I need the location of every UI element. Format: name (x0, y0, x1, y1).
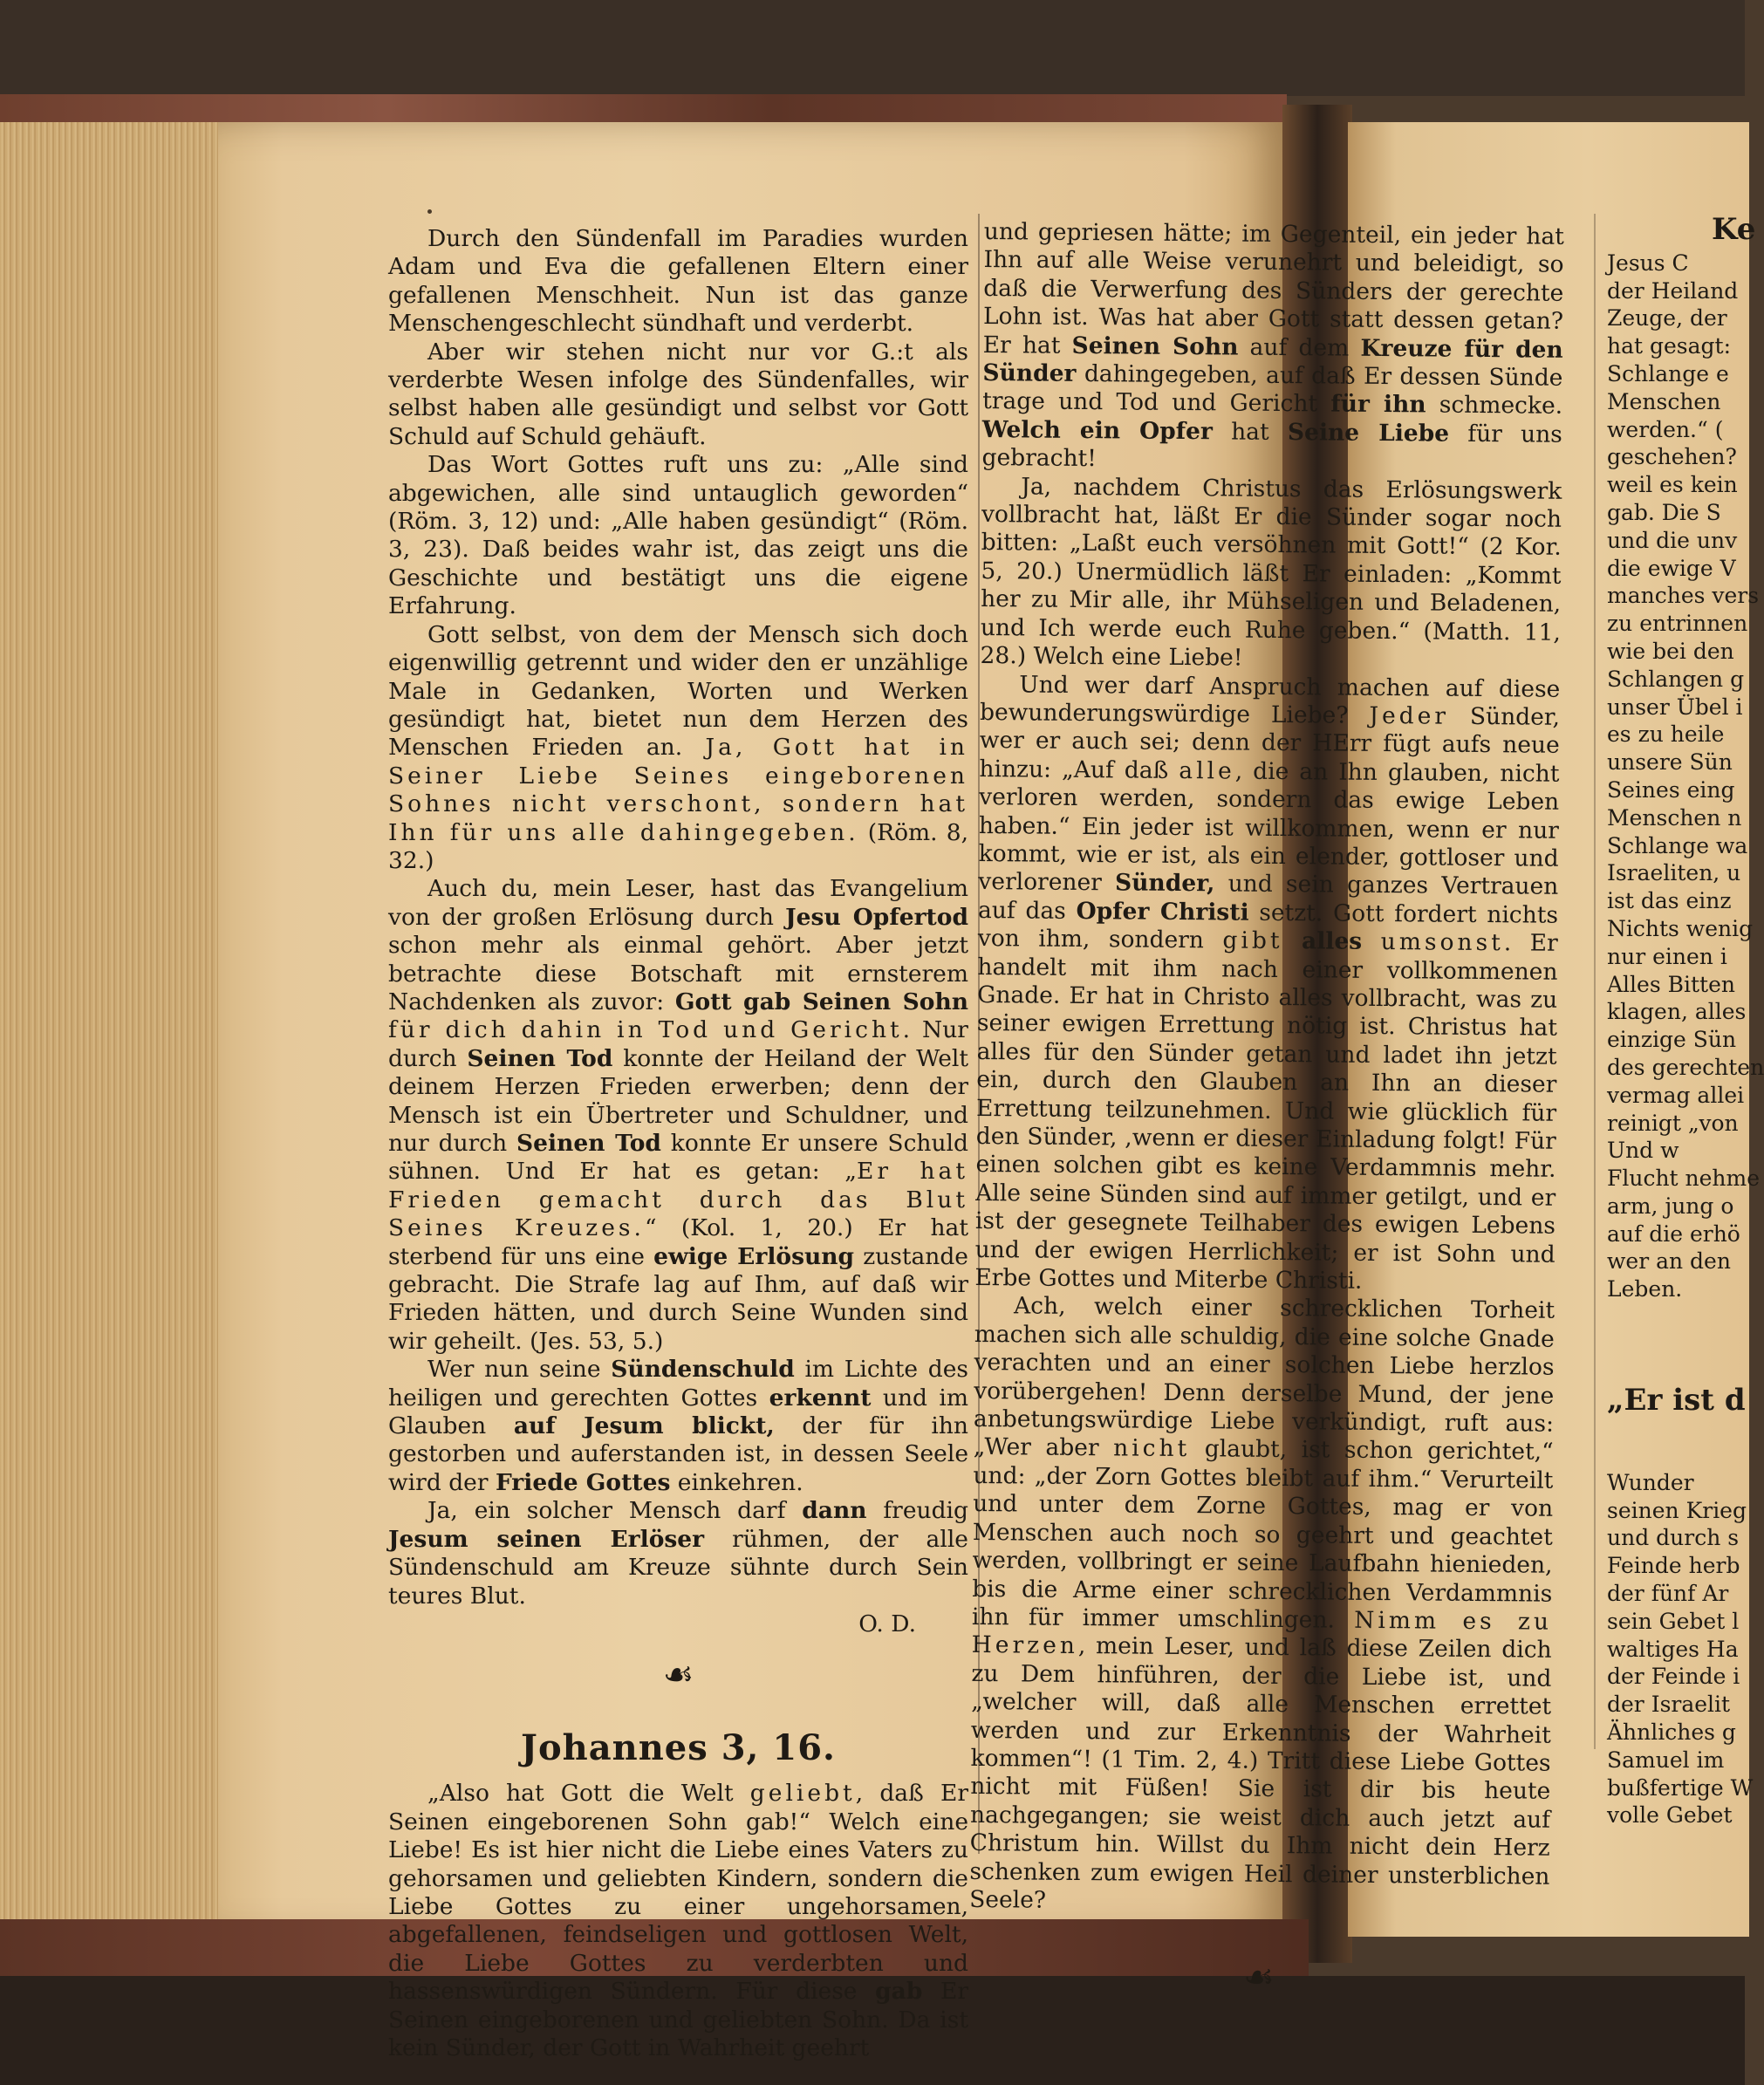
text-run: schon mehr als einmal gehört. Aber jetzt betrachte diese Botschaft mit ernsterem Nachdenken als zuvor: (388, 932, 968, 1015)
column-rule-right (1594, 214, 1596, 1749)
text-run: im Lichte des heiligen und gerechten Gottes (388, 1356, 969, 1412)
cut-off-heading: Ke (1712, 212, 1756, 247)
spaced-emphasis: gibt (1222, 926, 1283, 955)
text-run: Und wer darf Anspruch machen auf diese bewunderungswürdige Liebe? (979, 670, 1561, 729)
cut-off-heading-2: „Er ist d (1607, 1383, 1746, 1418)
text-line: Schlange wa (1607, 832, 1748, 858)
text-run: konnte der Heiland der Welt deinem Herzen Frieden erwerben; denn der Mensch ist ein Übertreter und Schuldner, und nur durch (388, 1044, 969, 1157)
left-column (388, 225, 968, 2062)
text-line: Samuel im (1607, 1747, 1725, 1773)
text-line: die ewige V (1607, 555, 1736, 581)
bold-emphasis: Jesum seinen Erlöser (388, 1525, 705, 1553)
text-line: Schlangen g (1607, 666, 1745, 692)
text-line: einzige Sün (1607, 1027, 1737, 1053)
text-run: rühmen, der alle Sündenschuld am Kreuze sühnte durch Sein teures Blut. (388, 1525, 968, 1610)
text-run: der für ihn gestorben und auferstanden ist, in dessen Seele wird der (388, 1412, 968, 1496)
text-line: Ähnliches g (1607, 1719, 1736, 1746)
spaced-emphasis: umsonst (1380, 928, 1504, 957)
text-line: Menschen (1607, 388, 1721, 414)
text-line: wer an den (1607, 1248, 1731, 1275)
bold-emphasis: Seinen Sohn (1071, 332, 1239, 361)
bold-emphasis: Welch ein Opfer (981, 415, 1214, 446)
text-line: klagen, alles (1607, 999, 1747, 1025)
page-stack-edge (0, 122, 227, 1937)
text-line: des gerechten (1607, 1054, 1764, 1080)
text-run: . Er handelt mit ihm nach einer vollkommenen Gnade. Er hat in Christo alles vollbracht, was zu seiner ewigen Errettung nötig ist. Christus hat alles für den Sünder getan und ladet ihn jetzt ein, durch den Glauben an Ihn an dieser Errettung teilzunehmen. Und wie glücklich für den Sünder, ,wenn er dieser Einladung folgt! Für einen solchen gibt es keine Verdammnis mehr. Alle seine Sünden sind auf immer getilgt, und er ist der gesegnete Teilhaber des ewigen Lebens und der ewigen Herrlichkeit; er ist Sohn und Erbe Gottes und Miterbe Christi. (974, 929, 1558, 1295)
fleuron-ornament: ☙ (1242, 1958, 1275, 1999)
paragraph-6 (388, 1356, 968, 1497)
text-line: der fünf Ar (1607, 1581, 1729, 1607)
line-list (1607, 250, 1764, 1303)
text-run: für uns gebracht! (981, 420, 1562, 473)
ink-speck (427, 209, 432, 214)
text-line: sein Gebet l (1607, 1608, 1740, 1634)
text-run: Ja, ein solcher Mensch darf (427, 1497, 803, 1525)
text-line: der Feinde i (1607, 1664, 1740, 1690)
text-run: Ach, welch einer schrecklichen Torheit machen sich alle schuldig, die eine solche Gnade verachten und an einer solchen Liebe herzlos vorübergehen! Denn derselbe Mund, der jene anbetungswürdige Liebe verkündigt, ruft aus: „Wer aber (973, 1292, 1555, 1462)
bold-emphasis: Opfer Christi (1076, 897, 1249, 926)
text-line: Seines eing (1607, 776, 1735, 803)
spaced-emphasis: für dich dahin in Tod und Gericht. (388, 1016, 914, 1044)
text-run: setzt. Gott fordert nichts von ihm, sondern (977, 899, 1559, 954)
paragraph-8 (388, 1780, 968, 2062)
text-line: geschehen? (1607, 444, 1737, 470)
text-line: werden.“ ( (1607, 416, 1724, 442)
text-line: Und w (1607, 1138, 1679, 1164)
bold-emphasis: ewige Erlösung (653, 1242, 855, 1270)
text-line: bußfertige W (1607, 1774, 1754, 1801)
text-run: glaubt, ist schon gerichtet,“ und: „der Zorn Gottes bleibt auf ihm.“ Verurteilt und unter dem Zorne Gottes, mag er von Menschen auch noch so geehrt und geachtet werden, vollbringt er seine Laufbahn hienieden, bis die Arme einer schrecklichen Verdammnis ihn für immer umschlingen. (971, 1435, 1554, 1634)
text-line: Schlange e (1607, 360, 1729, 386)
text-line: Menschen n (1607, 804, 1742, 831)
text-run: dahingegeben, auf daß Er dessen Sünde trage und Tod und Gericht (982, 359, 1563, 418)
text-line: ist das einz (1607, 888, 1732, 914)
bold-emphasis: Friede Gottes (495, 1468, 671, 1496)
bold-emphasis: Sündenschuld (611, 1356, 795, 1384)
bold-emphasis: erkennt (769, 1384, 872, 1412)
paragraph-4 (969, 1292, 1555, 1919)
spaced-emphasis: Nimm es zu Herzen (971, 1606, 1553, 1660)
background-top (0, 0, 1745, 96)
text-line: und die unv (1607, 527, 1738, 553)
text-line: Flucht nehme (1607, 1166, 1761, 1192)
text-run: „Also hat Gott die Welt (427, 1780, 750, 1808)
text-line: und durch s (1607, 1525, 1740, 1551)
text-line: vermag allei (1607, 1082, 1745, 1108)
line-list-2 (1607, 1469, 1764, 1829)
text-line: Leben. (1607, 1276, 1683, 1302)
text-line: weil es kein (1607, 472, 1738, 498)
text-line: wie bei den (1607, 638, 1734, 664)
bold-emphasis: Seinen Tod (467, 1044, 613, 1072)
bold-emphasis: alles (1301, 927, 1363, 955)
bold-emphasis: Seine Liebe (1287, 418, 1450, 448)
text-line: manches vers (1607, 583, 1760, 609)
text-run: und gepriesen hätte; im Gegenteil, ein jeder hat Ihn auf alle Weise verunehrt und beleidigt, so daß die Verwerfung des Sünders der gerechte Lohn ist. Was hat aber Gott statt dessen getan? Er hat (982, 218, 1564, 359)
paragraph-2: Ja, nachdem Christus das Erlösungswerk vollbracht hat, läßt Er die Sünder sogar noch bitten: „Laßt euch versöhnen mit Gott!“ (2 Kor. 5, 20.) Unermüdlich läßt Er einladen: „Kommt her zu Mir alle, ihr Mühseligen und Beladenen, und Ich werde euch Ruhe geben.“ (Matth. 11, 28.) Welch eine Liebe! (980, 473, 1562, 672)
spaced-emphasis: geliebt (749, 1780, 856, 1808)
text-run: , mein Leser, und laß diese Zeilen dich zu Dem hinführen, der die Liebe ist, und „welcher will, daß alle Menschen errettet werden und zur Erkenntnis der Wahrheit kommen“! (1 Tim. 2, 4.) Tritt diese Liebe Gottes nicht mit Füßen! Sie ist dir bis heute nachgegangen; sie weist dich auch jetzt auf Christum hin. Willst du Ihm nicht dein Herz schenken zum ewigen Heil deiner unsterblichen Seele? (969, 1632, 1552, 1914)
paragraph-1 (981, 218, 1564, 477)
text-run: Gott selbst, von dem der Mensch sich doch eigenwillig getrennt und wider den er unzählige Male in Gedanken, Worten und Werken gesündigt hat, bietet nun dem Herzen des Menschen Frieden an. (388, 620, 968, 762)
text-run: hat (1212, 418, 1289, 446)
author-signature: O. D. (858, 1610, 916, 1637)
text-line: Alles Bitten (1607, 971, 1735, 997)
bold-emphasis: Jesu Opfertod (785, 903, 968, 931)
text-line: Wunder (1607, 1469, 1694, 1495)
text-line: volle Gebet (1607, 1802, 1733, 1829)
paragraph-3 (974, 670, 1560, 1297)
paragraph-7 (388, 1497, 968, 1610)
text-line: waltiges Ha (1607, 1636, 1739, 1662)
bold-emphasis: Sünder, (1114, 869, 1215, 898)
bold-emphasis: für ihn (1330, 390, 1426, 419)
text-line: Israeliten, u (1607, 860, 1741, 886)
text-run: Wer nun seine (427, 1356, 612, 1384)
text-line: Feinde herb (1607, 1553, 1740, 1579)
text-run: Er Seinen eingeborenen und geliebten Sohn. Da ist kein Sünder, der Gott in Wahrheit geehrt (388, 1978, 969, 2061)
text-line: unser Übel i (1607, 694, 1743, 720)
text-run: , die an Ihn glauben, nicht verloren werden, sondern das ewige Leben haben.“ Ein jeder ist willkommen, wenn er nur kommt, wie er ist, als ein elender, gottloser und verlorener (978, 757, 1560, 897)
text-line: seinen Krieg (1607, 1497, 1747, 1523)
text-line: hat gesagt: (1607, 333, 1732, 359)
bold-emphasis: Kreuze für den Sünder (982, 334, 1563, 387)
text-run: Nur durch (388, 1016, 968, 1072)
text-run: zustande gebracht. Die Strafe lag auf Ihm, auf daß wir Frieden hätten, und durch Seine Wunden sind wir geheilt. (Jes. 53, 5.) (388, 1242, 968, 1355)
text-run: “ (Kol. 1, 20.) Er hat sterbend für uns eine (388, 1214, 968, 1270)
spaced-emphasis: Jeder (1369, 701, 1450, 730)
text-run: konnte Er unsere Schuld sühnen. Und Er hat es getan: „ (388, 1130, 968, 1186)
paragraph-2: Aber wir stehen nicht nur vor G.:t als verderbte Wesen infolge des Sündenfalles, wir selbst haben alle gesündigt und selbst vor Gott Schuld auf Schuld gehäuft. (388, 338, 968, 450)
text-line: der Heiland (1607, 277, 1739, 304)
paragraph-4 (388, 621, 968, 876)
spaced-emphasis: nicht (1113, 1434, 1191, 1463)
spaced-emphasis: alle (1179, 756, 1235, 785)
bold-emphasis: Gott gab Seinen Sohn (674, 988, 968, 1015)
paragraph-1: Durch den Sündenfall im Paradies wurden Adam und Eva die gefallenen Eltern einer gefallenen Menschheit. Nun ist das ganze Menschengeschlecht sündhaft und verderbt. (388, 225, 968, 338)
text-line: unsere Sün (1607, 749, 1733, 776)
text-line: reinigt „von (1607, 1110, 1739, 1136)
paragraph-3: Das Wort Gottes ruft uns zu: „Alle sind abgewichen, alle sind untauglich geworden“ (Röm. 3, 12) und: „Alle haben gesündigt“ (Röm. 3, 23). Daß beides wahr ist, das zeigt uns die Geschichte und bestätigt uns die eigene Erfahrung. (388, 451, 968, 620)
text-line: auf die erhö (1607, 1220, 1740, 1247)
text-line: arm, jung o (1607, 1193, 1734, 1219)
text-line: der Israelit (1607, 1692, 1731, 1718)
text-line: zu entrinnen (1607, 611, 1748, 637)
bold-emphasis: gab (875, 1978, 923, 2006)
text-run: einkehren. (670, 1468, 803, 1496)
text-line: Zeuge, der (1607, 305, 1727, 332)
text-line: es zu heile (1607, 721, 1725, 748)
text-run: schmecke. (1426, 391, 1563, 420)
text-run: freudig (866, 1497, 968, 1525)
spaced-emphasis: Ja, Gott hat in Seiner Liebe Seines eingeborenen Sohnes nicht verschont, sondern hat Ihn für uns alle dahingegeben. (388, 734, 968, 846)
text-run: auf dem (1238, 333, 1361, 362)
text-run: Auch du, mein Leser, hast das Evangelium von der großen Erlösung durch (388, 875, 968, 931)
text-line: nur einen i (1607, 943, 1727, 969)
fleuron-ornament: ☙ (662, 1655, 694, 1696)
bold-emphasis: dann (802, 1497, 867, 1525)
bold-emphasis: auf Jesum blickt, (513, 1412, 775, 1440)
text-run: , daß Er Seinen eingeborenen Sohn gab!“ Welch eine Liebe! Es ist hier nicht die Liebe eines Vaters zu gehorsamen und geliebten Kindern, sondern die Liebe Gottes zu einer ungehorsamen, abgefallenen, feindseligen und gottlosen Welt, die Liebe Gottes zu verderbten und hassenswürdigen Sündern. Für diese (388, 1780, 968, 2006)
text-run: (Röm. 8, 32.) (388, 818, 969, 874)
text-run: und sein ganzes Vertrauen auf das (977, 870, 1559, 925)
text-line: gab. Die S (1607, 499, 1721, 525)
middle-column (968, 218, 1564, 2027)
paragraph-5 (388, 875, 968, 1356)
text-run: Sünder, wer er auch sei; denn der HErr fügt aufs neue hinzu: „Auf daß (979, 702, 1561, 784)
bold-emphasis: Seinen Tod (516, 1130, 661, 1157)
section-heading: Johannes 3, 16. (521, 1727, 836, 1769)
spaced-emphasis: Er hat Frieden gemacht durch das Blut Seines Kreuzes. (388, 1158, 968, 1242)
right-column-partial (1607, 212, 1764, 1829)
text-line: Nichts wenig (1607, 915, 1754, 941)
text-run: und im Glauben (388, 1384, 968, 1440)
text-line: Jesus C (1607, 250, 1689, 276)
